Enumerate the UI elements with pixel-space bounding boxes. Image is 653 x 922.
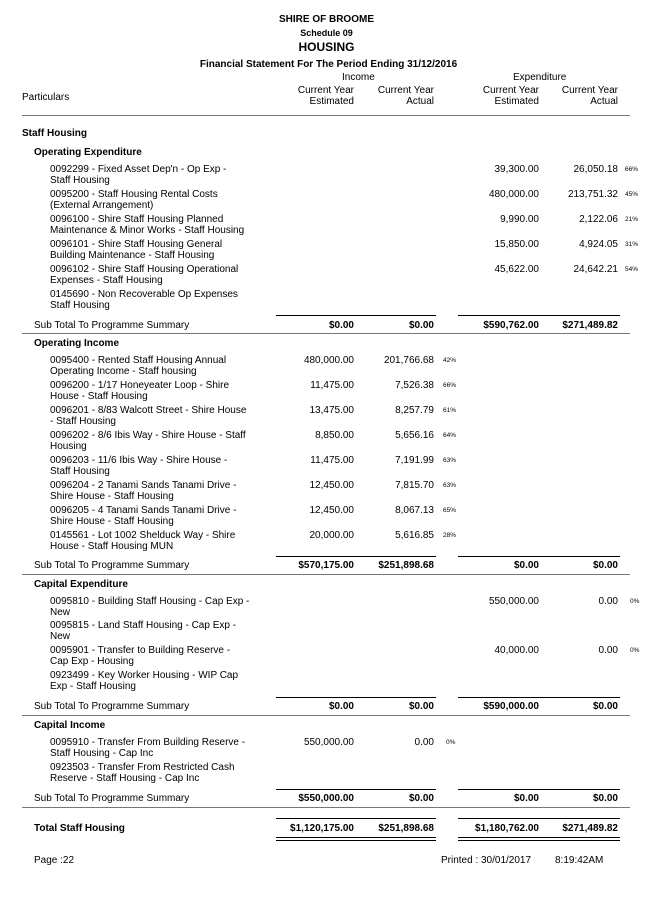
org-name: SHIRE OF BROOME: [278, 14, 374, 25]
subtotal-rule: [458, 556, 620, 557]
expenditure-estimated-heading: Current Year Estimated: [482, 85, 539, 107]
printed-label: Printed :: [441, 855, 479, 866]
header-rule: [22, 115, 630, 116]
group-title: Operating Income: [34, 338, 120, 349]
section-rule: [22, 574, 630, 575]
total-double-rule: [276, 837, 436, 841]
section-title: Staff Housing: [22, 128, 87, 139]
group-title: Capital Expenditure: [34, 579, 128, 590]
page-number: Page :22: [34, 855, 75, 866]
section-rule: [22, 333, 630, 334]
section-rule: [22, 715, 630, 716]
printed-time: 8:19:42AM: [555, 855, 604, 866]
section-rule: [22, 807, 630, 808]
printed-date: 30/01/2017: [481, 855, 532, 866]
subtotal-rule: [458, 315, 620, 316]
subtotal-rule: [276, 697, 436, 698]
subtotal-rule: [458, 789, 620, 790]
particulars-heading: Particulars: [22, 92, 70, 103]
total-double-rule: [458, 837, 620, 841]
subtotal-rule: [458, 697, 620, 698]
department-title: HOUSING: [298, 40, 355, 54]
schedule-label: Schedule 09: [300, 28, 353, 38]
income-heading: Income: [342, 72, 375, 83]
subtotal-rule: [276, 789, 436, 790]
income-actual-heading: Current Year Actual: [377, 85, 434, 107]
expenditure-heading: Expenditure: [513, 72, 567, 83]
statement-title: Financial Statement For The Period Ending 31/12/2016: [199, 59, 458, 70]
subtotal-rule: [276, 315, 436, 316]
total-rule: [458, 818, 620, 819]
income-estimated-heading: Current Year Estimated: [297, 85, 354, 107]
group-title: Capital Income: [34, 720, 106, 731]
expenditure-actual-heading: Current Year Actual: [561, 85, 618, 107]
total-rule: [276, 818, 436, 819]
subtotal-rule: [276, 556, 436, 557]
group-title: Operating Expenditure: [34, 147, 142, 158]
